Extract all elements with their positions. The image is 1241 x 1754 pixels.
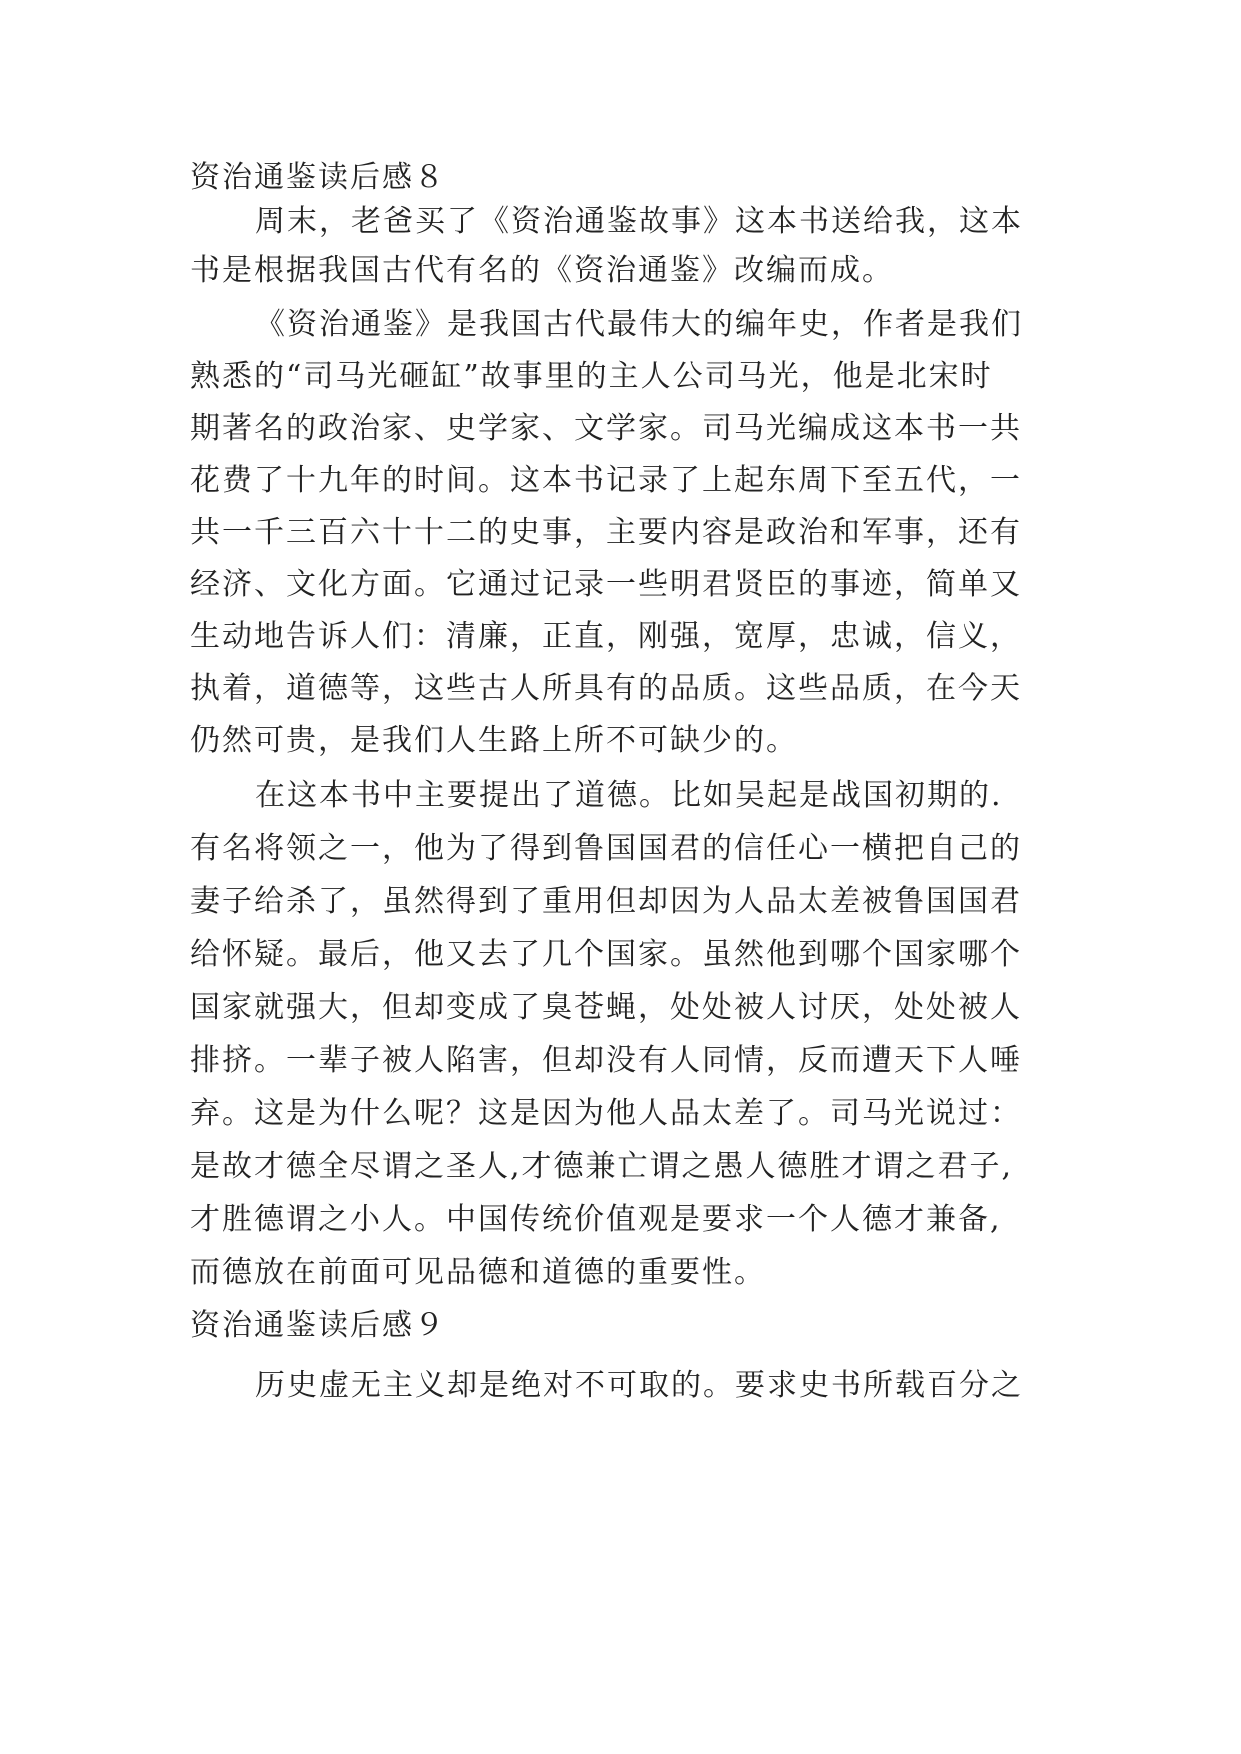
paragraph-line: 给怀疑。最后，他又去了几个国家。虽然他到哪个国家哪个 xyxy=(190,937,1022,972)
paragraph-line: 周末，老爸买了《资治通鉴故事》这本书送给我，这本 xyxy=(255,204,1023,239)
paragraph-line: 花费了十九年的时间。这本书记录了上起东周下至五代，一 xyxy=(190,463,1022,498)
paragraph-line: 期著名的政治家、史学家、文学家。司马光编成这本书一共 xyxy=(190,411,1022,446)
paragraph-line: 执着，道德等，这些古人所具有的品质。这些品质，在今天 xyxy=(190,671,1022,706)
paragraph-line: 历史虚无主义却是绝对不可取的。要求史书所载百分之 xyxy=(255,1368,1023,1403)
paragraph-line: 在这本书中主要提出了道德。比如吴起是战国初期的. xyxy=(255,778,1003,813)
paragraph-line: 弃。这是为什么呢？这是因为他人品太差了。司马光说过： xyxy=(190,1096,1022,1131)
paragraph-line: 共一千三百六十十二的史事，主要内容是政治和军事，还有 xyxy=(190,515,1022,550)
paragraph-line: 有名将领之一，他为了得到鲁国国君的信任心一横把自己的 xyxy=(190,831,1022,866)
paragraph-line: 国家就强大，但却变成了臭苍蝇，处处被人讨厌，处处被人 xyxy=(190,990,1022,1025)
heading-8: 资治通鉴读后感８ xyxy=(190,160,446,195)
paragraph-line: 《资治通鉴》是我国古代最伟大的编年史，作者是我们 xyxy=(255,307,1023,342)
paragraph-line: 熟悉的“司马光砸缸”故事里的主人公司马光，他是北宋时 xyxy=(190,359,993,394)
paragraph-line: 妻子给杀了，虽然得到了重用但却因为人品太差被鲁国国君 xyxy=(190,884,1022,919)
paragraph-line: 书是根据我国古代有名的《资治通鉴》改编而成。 xyxy=(190,253,894,288)
paragraph-line: 排挤。一辈子被人陷害，但却没有人同情，反而遭天下人唾 xyxy=(190,1043,1022,1078)
paragraph-line: 才胜德谓之小人。中国传统价值观是要求一个人德才兼备, xyxy=(190,1202,1002,1237)
paragraph-line: 生动地告诉人们：清廉，正直，刚强，宽厚，忠诚，信义， xyxy=(190,619,1022,654)
paragraph-line: 经济、文化方面。它通过记录一些明君贤臣的事迹，简单又 xyxy=(190,567,1022,602)
heading-9: 资治通鉴读后感９ xyxy=(190,1308,446,1343)
paragraph-line: 仍然可贵，是我们人生路上所不可缺少的。 xyxy=(190,723,798,758)
paragraph-line: 是故才德全尽谓之圣人,才德兼亡谓之愚人德胜才谓之君子, xyxy=(190,1149,1014,1184)
paragraph-line: 而德放在前面可见品德和道德的重要性。 xyxy=(190,1255,766,1290)
